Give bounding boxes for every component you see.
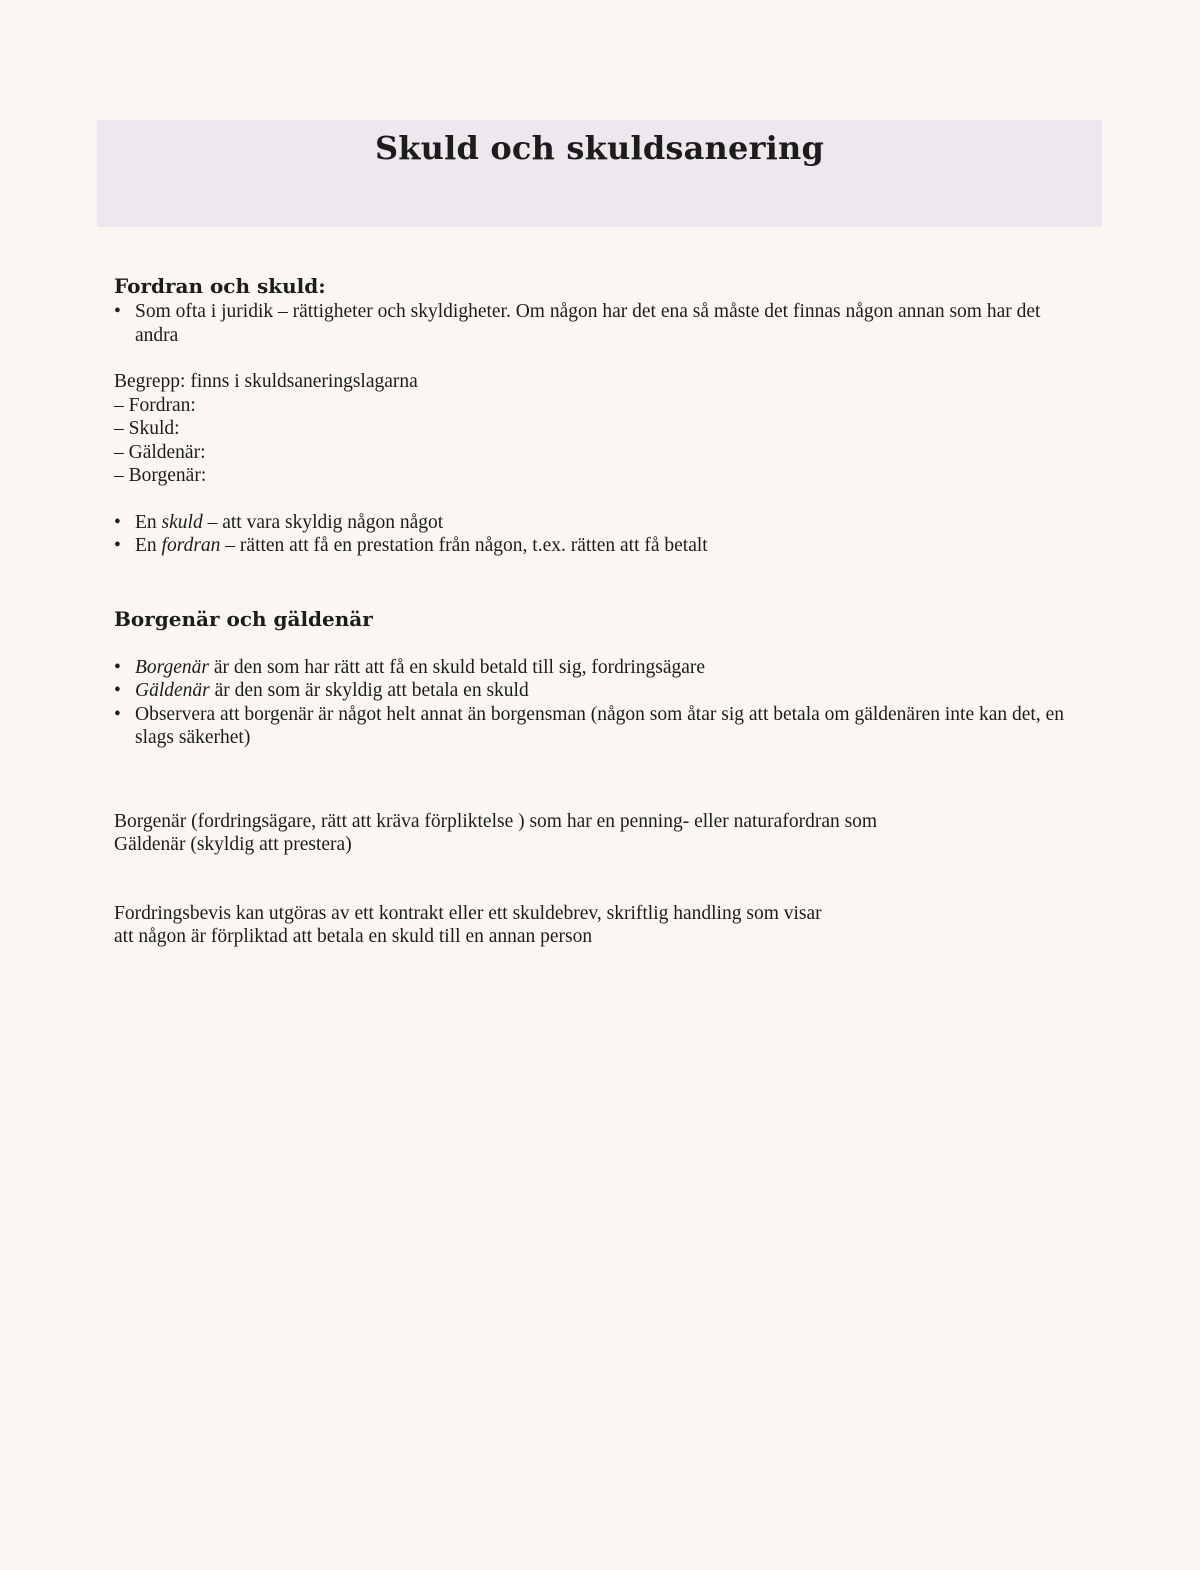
list-item	[114, 679, 1074, 703]
list-item	[114, 656, 1074, 680]
document-body	[114, 272, 1074, 949]
list-item	[114, 300, 1074, 347]
bullet-icon: •	[114, 535, 121, 556]
bullet-icon: •	[114, 680, 121, 701]
page-title: Skuld och skuldsanering	[374, 129, 825, 167]
def-fordran-term: fordran	[161, 535, 221, 556]
observera-text: Observera att borgenär är något helt annat än borgensman (någon som åtar sig att betala om gäldenären inte kan det, en slags säkerhet)	[135, 703, 1064, 748]
def-fordran-text: – rätten att få en prestation från någon, t.ex. rätten att få betalt	[220, 535, 708, 556]
bullet-list-definitions	[114, 511, 1074, 558]
galdenar-text: är den som är skyldig att betala en skuld	[209, 680, 529, 701]
bullet-icon: •	[114, 703, 121, 725]
term-galdenar: – Gäldenär:	[114, 441, 206, 463]
bullet-icon: •	[114, 301, 121, 322]
borgenar-text: är den som har rätt att få en skuld betald till sig, fordringsägare	[209, 656, 706, 678]
bullet-icon: •	[114, 656, 121, 678]
section-heading-borgenar-och-galdenar: Borgenär och gäldenär	[114, 606, 373, 631]
galdenar-term: Gäldenär	[135, 680, 210, 701]
list-item	[114, 511, 1074, 535]
title-band	[97, 120, 1102, 227]
bullet-icon: •	[114, 511, 121, 533]
paragraph-borgenar-line-1: Borgenär (fordringsägare, rätt att kräva förpliktelse ) som har en penning- eller naturafordran som	[114, 810, 878, 832]
bullet-list-intro	[114, 300, 1074, 347]
begrepp-intro: Begrepp: finns i skuldsaneringslagarna	[114, 371, 418, 392]
list-item	[114, 703, 1074, 750]
borgenar-term: Borgenär	[135, 656, 210, 678]
paragraph-borgenar-line-2: Gäldenär (skyldig att prestera)	[114, 834, 352, 855]
term-fordran: – Fordran:	[114, 394, 196, 416]
list-item-text: Som ofta i juridik – rättigheter och skyldigheter. Om någon har det ena så måste det finnas någon annan som har det andra	[135, 301, 1041, 346]
paragraph-fordringsbevis-line-1: Fordringsbevis kan utgöras av ett kontrakt eller ett skuldebrev, skriftlig handling som visar	[114, 902, 822, 924]
paragraph-fordringsbevis-line-2: att någon är förpliktad att betala en skuld till en annan person	[114, 926, 593, 947]
def-skuld-text: – att vara skyldig någon något	[202, 511, 444, 533]
bullet-list-borgenar	[114, 656, 1074, 750]
list-item	[114, 534, 1074, 558]
def-fordran-prefix: En	[135, 535, 162, 556]
def-skuld-term: skuld	[161, 511, 203, 533]
term-skuld: – Skuld:	[114, 418, 180, 439]
term-borgenar: – Borgenär:	[114, 465, 207, 486]
section-heading-fordran-och-skuld: Fordran och skuld:	[114, 274, 326, 298]
def-skuld-prefix: En	[135, 511, 162, 533]
